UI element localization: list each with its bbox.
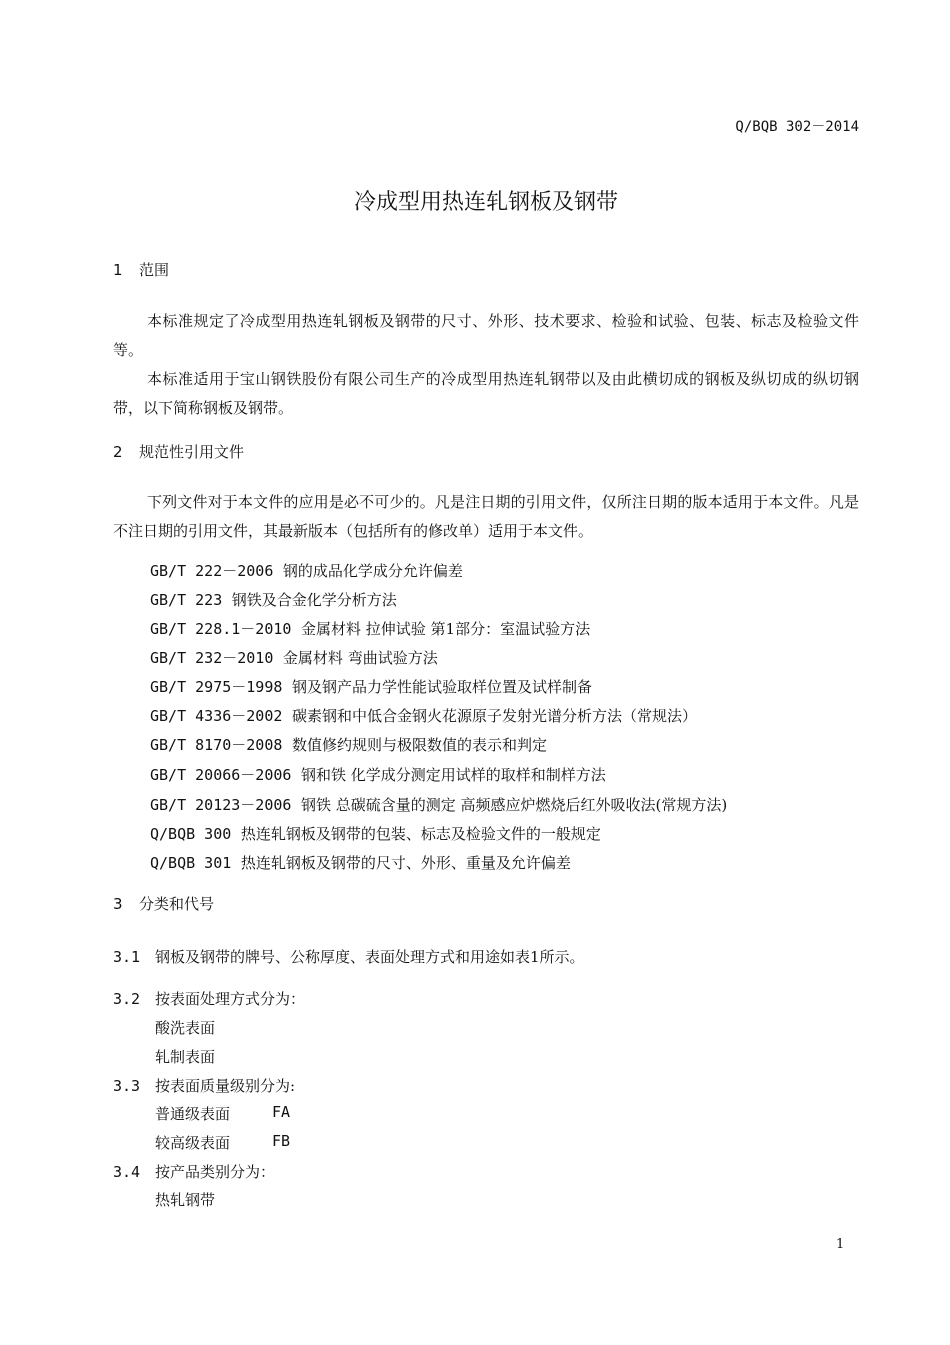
section-2-heading (113, 441, 244, 462)
reference-code: Q/BQB 301 (150, 854, 232, 872)
clause-number: 3.2 (113, 990, 141, 1008)
list-item: 轧制表面 (155, 1048, 216, 1066)
clause-text: 按产品类别分为： (155, 1163, 276, 1181)
document-code: Q/BQB 302－2014 (735, 119, 859, 135)
clause-number: 3.4 (113, 1163, 141, 1181)
reference-code: GB/T 4336－2002 (150, 707, 283, 725)
reference-title: 热连轧钢板及钢带的包装、标志及检验文件的一般规定 (240, 825, 601, 843)
reference-code: GB/T 223 (150, 591, 223, 609)
reference-title: 钢铁及合金化学分析方法 (231, 591, 397, 609)
reference-title: 钢铁 总碳硫含量的测定 高频感应炉燃烧后红外吸收法(常规方法) (300, 796, 728, 814)
list-item (155, 1103, 355, 1124)
reference-code: GB/T 232－2010 (150, 649, 274, 667)
reference-item (150, 647, 438, 668)
section-1-heading (113, 259, 169, 280)
section-1-paragraph-2: 本标准适用于宝山钢铁股份有限公司生产的冷成型用热连轧钢带以及由此横切成的钢板及纵切成的纵切钢带，以下简称钢板及钢带。 (113, 370, 859, 417)
clause-text: 按表面质量级别分为: (155, 1077, 296, 1095)
clause-number: 3.3 (113, 1077, 141, 1095)
reference-code: GB/T 222－2006 (150, 562, 274, 580)
clause-text: 按表面处理方式分为： (155, 990, 306, 1008)
page-title: 冷成型用热连轧钢板及钢带 (353, 190, 618, 215)
reference-code: GB/T 20123－2006 (150, 796, 292, 814)
clause-number: 3.1 (113, 948, 141, 966)
reference-title: 金属材料 弯曲试验方法 (282, 649, 438, 667)
surface-grade-label: 较高级表面 (155, 1134, 231, 1152)
reference-item (150, 823, 601, 844)
list-item (155, 1132, 355, 1153)
reference-item (150, 764, 606, 785)
reference-title: 热连轧钢板及钢带的尺寸、外形、重量及允许偏差 (240, 854, 571, 872)
surface-grade-code: FB (272, 1132, 291, 1150)
reference-title: 碳素钢和中低合金钢火花源原子发射光谱分析方法（常规法） (291, 707, 697, 725)
reference-title: 数值修约规则与极限数值的表示和判定 (291, 736, 547, 754)
reference-title: 金属材料 拉伸试验 第1部分：室温试验方法 (300, 620, 591, 638)
section-title: 分类和代号 (139, 895, 215, 913)
reference-item (150, 560, 463, 581)
reference-item (150, 705, 697, 726)
clause-3-4 (113, 1161, 275, 1182)
reference-code: GB/T 2975－1998 (150, 678, 283, 696)
section-title: 规范性引用文件 (139, 443, 245, 461)
reference-code: Q/BQB 300 (150, 825, 232, 843)
reference-title: 钢和铁 化学成分测定用试样的取样和制样方法 (300, 766, 606, 784)
section-title: 范围 (139, 261, 170, 279)
surface-grade-code: FA (272, 1103, 291, 1121)
clause-3-3 (113, 1075, 295, 1096)
clause-text: 钢板及钢带的牌号、公称厚度、表面处理方式和用途如表1所示。 (155, 948, 585, 966)
section-number: 3 (113, 895, 123, 913)
surface-grade-label: 普通级表面 (155, 1105, 231, 1123)
reference-item (150, 618, 590, 639)
reference-code: GB/T 8170－2008 (150, 736, 283, 754)
reference-title: 钢的成品化学成分允许偏差 (282, 562, 463, 580)
reference-item (150, 676, 592, 697)
reference-code: GB/T 228.1－2010 (150, 620, 292, 638)
reference-item (150, 852, 571, 873)
reference-code: GB/T 20066－2006 (150, 766, 292, 784)
clause-3-1 (113, 946, 585, 967)
section-3-heading (113, 893, 214, 914)
section-number: 2 (113, 443, 123, 461)
page-number: 1 (836, 1237, 845, 1252)
clause-3-2 (113, 988, 305, 1009)
list-item: 酸洗表面 (155, 1019, 216, 1037)
section-2-intro: 下列文件对于本文件的应用是必不可少的。凡是注日期的引用文件，仅所注日期的版本适用于本文件。凡是不注日期的引用文件，其最新版本（包括所有的修改单）适用于本文件。 (113, 493, 859, 540)
section-number: 1 (113, 261, 123, 279)
reference-item (150, 589, 397, 610)
list-item: 热轧钢带 (155, 1191, 216, 1209)
reference-item (150, 734, 547, 755)
reference-title: 钢及钢产品力学性能试验取样位置及试样制备 (291, 678, 592, 696)
reference-item (150, 794, 727, 815)
section-1-paragraph-1: 本标准规定了冷成型用热连轧钢板及钢带的尺寸、外形、技术要求、检验和试验、包装、标志及检验文件等。 (113, 312, 859, 359)
